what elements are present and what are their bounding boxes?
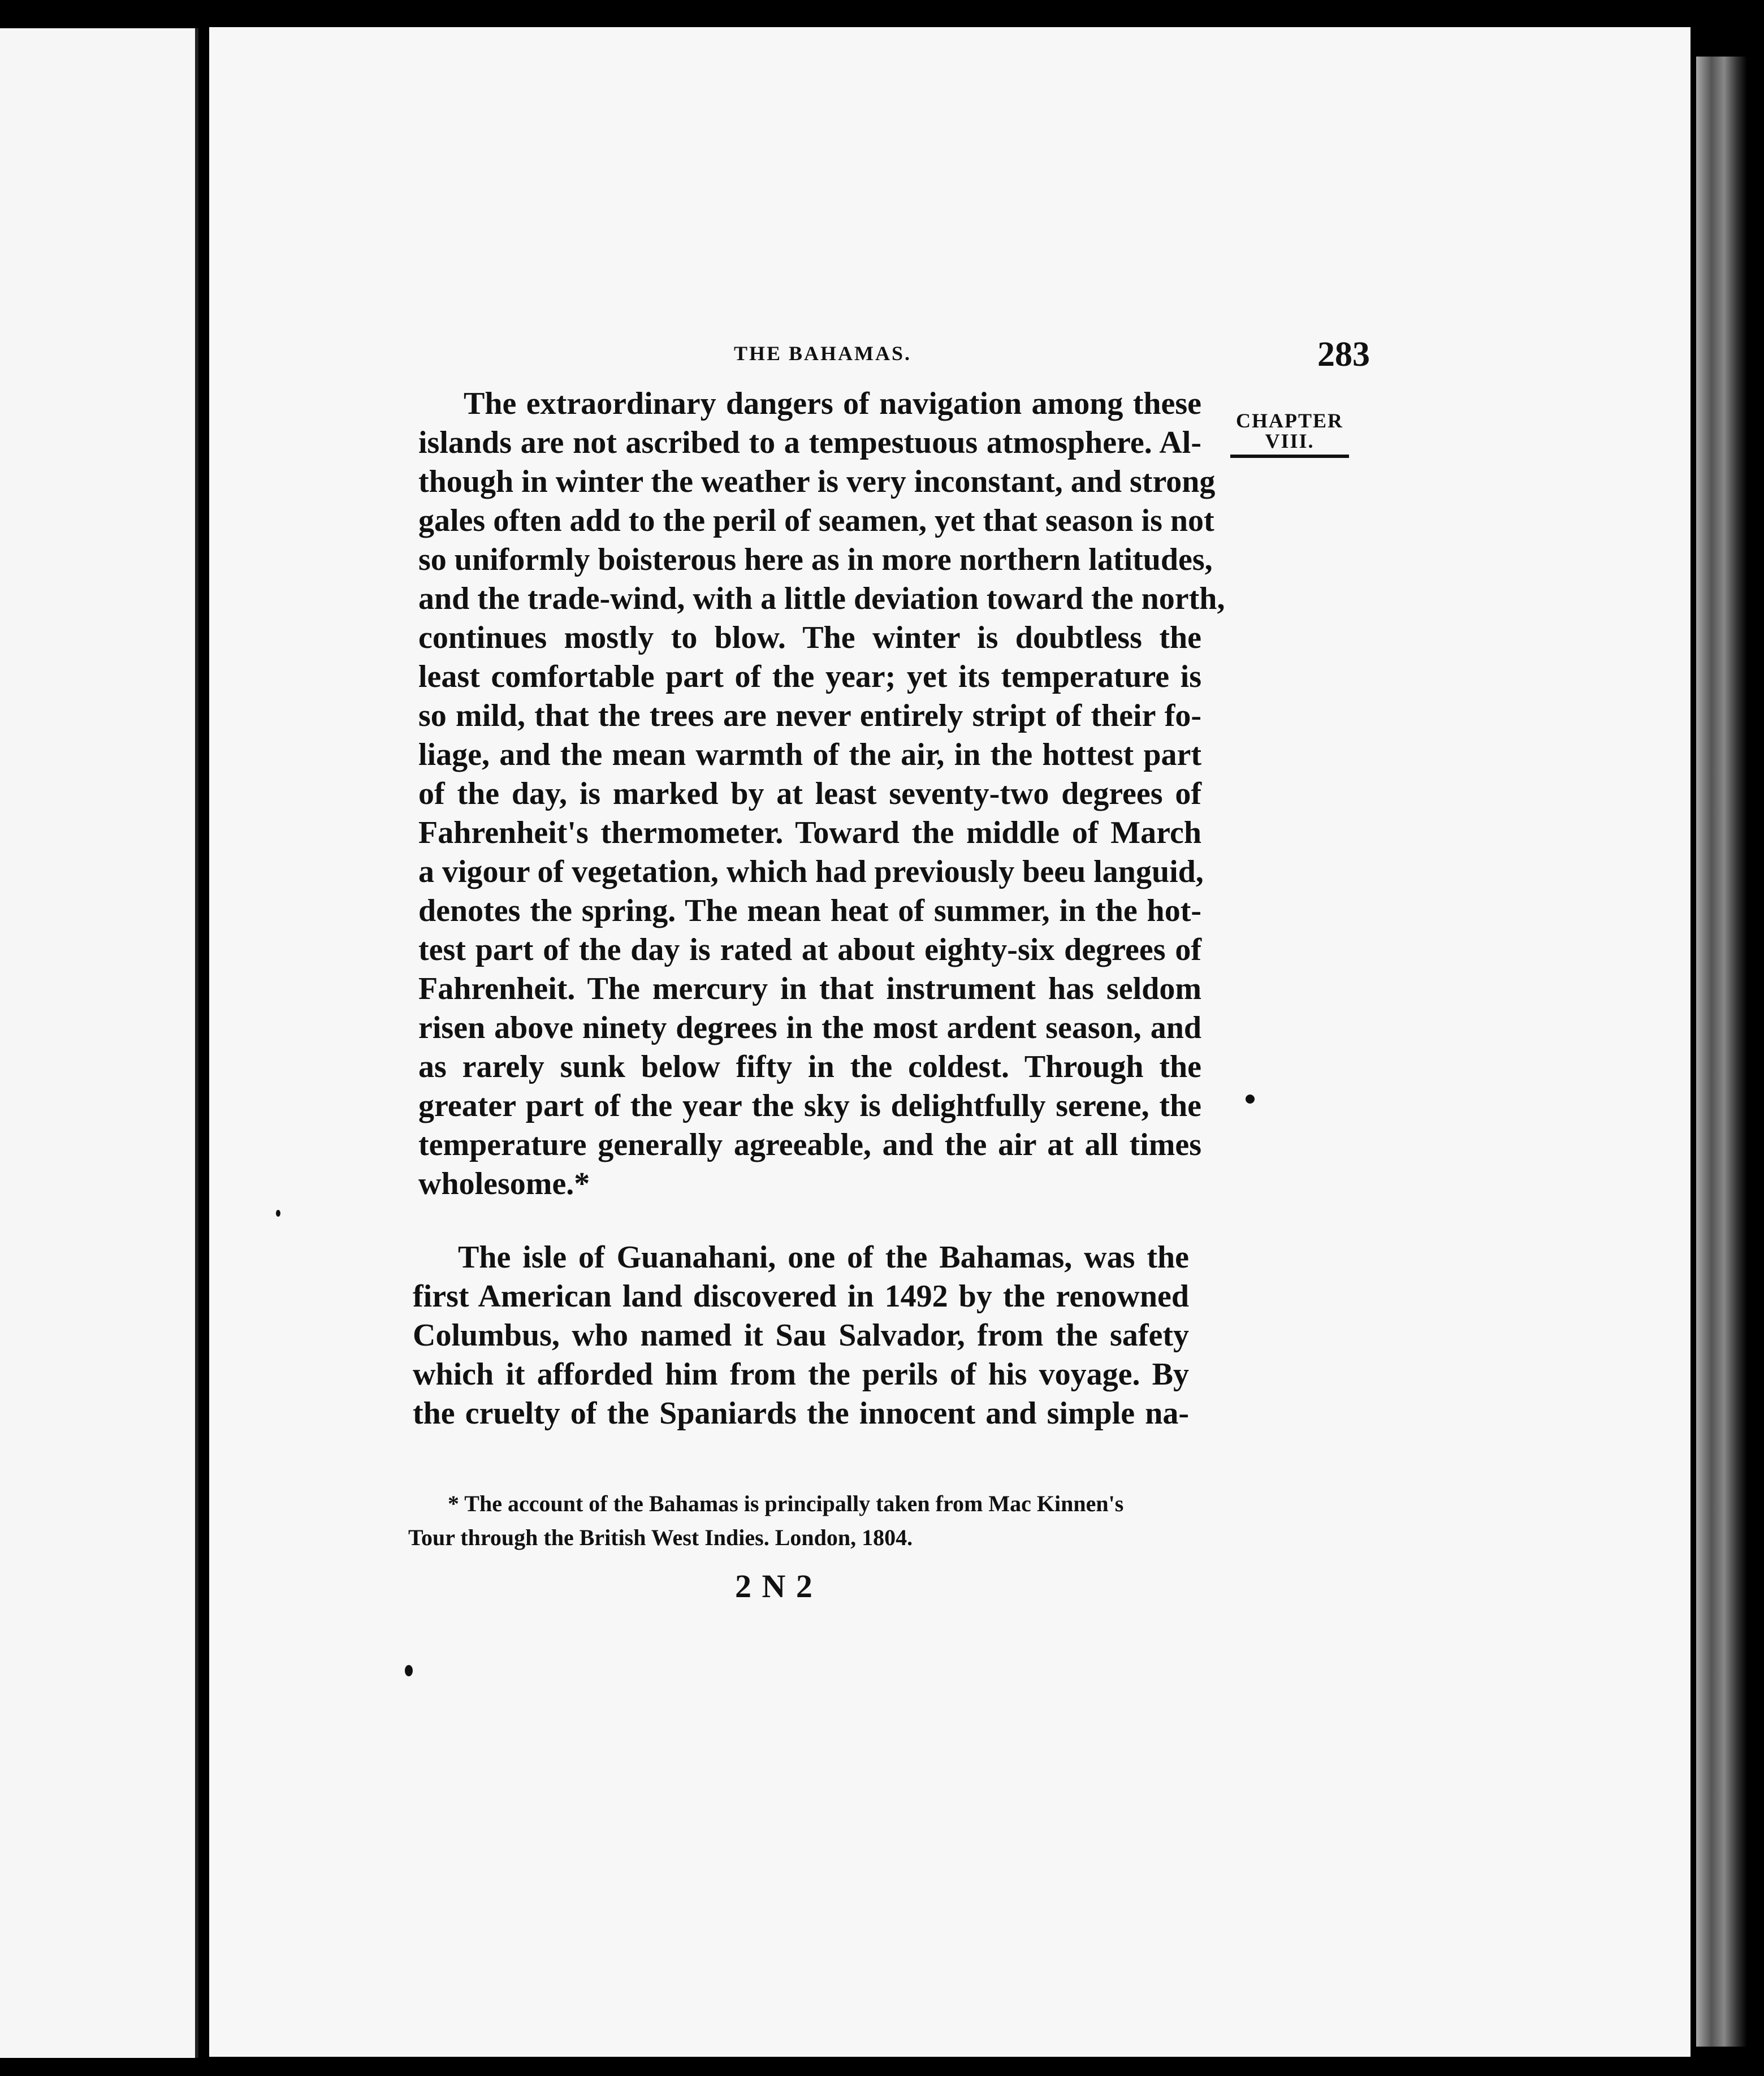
page-edge-shadow	[1696, 57, 1747, 2047]
text-line: The isle of Guanahani, one of the Bahamas, was the	[458, 1240, 1189, 1275]
text-line: gales often add to the peril of seamen, yet that season is not	[418, 503, 1214, 538]
footnote	[408, 1487, 1203, 1555]
ink-speck	[276, 1210, 280, 1217]
text-line: and the trade-wind, with a little deviation toward the north,	[418, 581, 1225, 616]
chapter-rule	[1230, 455, 1349, 458]
footnote-line: * The account of the Bahamas is principally taken from Mac Kinnen's	[448, 1491, 1124, 1516]
footnote-line: Tour through the British West Indies. London, 1804.	[408, 1525, 913, 1550]
text-line: which it afforded him from the perils of his voyage. By	[413, 1357, 1189, 1392]
text-line: wholesome.*	[418, 1166, 590, 1201]
ink-speck	[405, 1665, 413, 1676]
text-line: The extraordinary dangers of navigation among these	[464, 386, 1201, 421]
text-line: denotes the spring. The mean heat of summer, in the hot-	[418, 893, 1201, 928]
text-line: the cruelty of the Spaniards the innocent and simple na-	[413, 1396, 1189, 1431]
paragraph-guanahani	[413, 1238, 1189, 1433]
text-line: continues mostly to blow. The winter is doubtless the	[418, 620, 1201, 655]
text-line: Columbus, who named it Sau Salvador, from the safety	[413, 1318, 1189, 1353]
text-line: islands are not ascribed to a tempestuous atmosphere. Al-	[418, 425, 1201, 460]
text-line: so mild, that the trees are never entirely stript of their fo-	[418, 698, 1201, 733]
text-line: a vigour of vegetation, which had previously beeu languid,	[418, 854, 1204, 889]
ink-speck	[1246, 1095, 1255, 1104]
signature-mark: 2 N 2	[735, 1568, 814, 1604]
text-line: risen above ninety degrees in the most ardent season, and	[418, 1010, 1201, 1045]
text-line: so uniformly boisterous here as in more northern latitudes,	[418, 542, 1213, 577]
chapter-label: CHAPTER	[1235, 409, 1343, 432]
text-line: Fahrenheit. The mercury in that instrument has seldom	[418, 971, 1201, 1006]
text-line: test part of the day is rated at about eighty-six degrees of	[418, 932, 1201, 967]
text-line: Fahrenheit's thermometer. Toward the middle of March	[418, 815, 1201, 850]
text-line: though in winter the weather is very inconstant, and strong	[418, 464, 1216, 499]
chapter-number: VIII.	[1265, 430, 1315, 452]
page-number: 283	[1317, 335, 1370, 374]
text-line: of the day, is marked by at least seventy-two degrees of	[418, 776, 1201, 811]
text-line: first American land discovered in 1492 by the renowned	[413, 1279, 1189, 1314]
text-line: greater part of the year the sky is delightfully serene, the	[418, 1088, 1201, 1123]
chapter-marginal-note	[1230, 410, 1349, 458]
text-line: liage, and the mean warmth of the air, in the hottest part	[418, 737, 1201, 772]
facing-page	[0, 28, 198, 2058]
text-line: temperature generally agreeable, and the air at all times	[418, 1127, 1201, 1162]
running-title: THE BAHAMAS.	[734, 342, 912, 365]
paragraph-climate	[418, 384, 1225, 1204]
text-line: as rarely sunk below fifty in the coldest. Through the	[418, 1049, 1201, 1084]
text-line: least comfortable part of the year; yet its temperature is	[418, 659, 1201, 694]
